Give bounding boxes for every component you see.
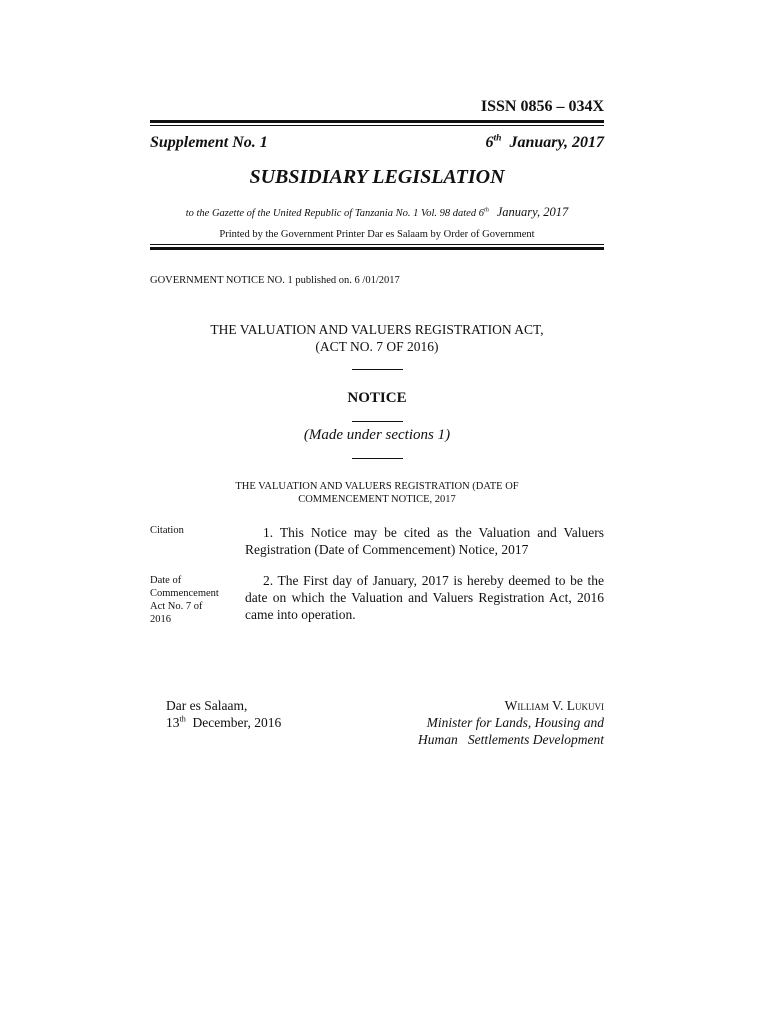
header-rule-top-thick (150, 120, 604, 123)
separator-rule (352, 421, 403, 422)
section-2-paragraph: 2. The First day of January, 2017 is hereby deemed to be the date on which the Valuation and Valuers Registration Act, 2016 came into operation. (245, 573, 604, 622)
signing-place: Dar es Salaam, (166, 698, 248, 713)
margin-note-commencement: Date of Commencement Act No. 7 of 2016 (150, 575, 219, 625)
issn-number: ISSN 0856 – 034X (480, 98, 604, 115)
printer-line: Printed by the Government Printer Dar es Salaam by Order of Government (219, 229, 535, 240)
publication-date: 6th January, 2017 (485, 132, 604, 151)
separator-rule (352, 369, 403, 370)
gazette-reference: to the Gazette of the United Republic of Tanzania No. 1 Vol. 98 dated 6th January, 2017 (185, 205, 569, 219)
signatory-title-line2: Human Settlements Development (418, 732, 604, 747)
header-rule-bottom-thick (150, 247, 604, 250)
place-and-date (166, 697, 281, 731)
notice-subtitle (150, 480, 604, 506)
signatory-title-line1: Minister for Lands, Housing and (426, 715, 604, 730)
signing-date: 13th December, 2016 (166, 714, 282, 730)
signature-block (418, 697, 604, 748)
signatory-name: William V. Lukuvi (504, 698, 604, 713)
separator-rule (352, 458, 403, 459)
act-title-line1: THE VALUATION AND VALUERS REGISTRATION ACT, (210, 322, 544, 337)
notice-subtitle-line1: THE VALUATION AND VALUERS REGISTRATION (DATE OF (235, 481, 519, 492)
act-title-line2: (ACT NO. 7 OF 2016) (315, 339, 439, 354)
header-rule-bottom-thin (150, 244, 604, 245)
notice-heading: NOTICE (347, 390, 407, 406)
government-notice-number: GOVERNMENT NOTICE NO. 1 published on. 6 /01/2017 (150, 275, 400, 286)
supplement-number: Supplement No. 1 (150, 134, 268, 151)
section-1-paragraph: 1. This Notice may be cited as the Valuation and Valuers Registration (Date of Commencement) Notice, 2017 (245, 525, 604, 557)
document-title: SUBSIDIARY LEGISLATION (249, 166, 505, 188)
notice-subtitle-line2: COMMENCEMENT NOTICE, 2017 (298, 494, 456, 505)
act-title (150, 321, 604, 355)
margin-note-citation: Citation (150, 525, 184, 536)
made-under-sections: (Made under sections 1) (303, 427, 451, 443)
header-rule-top-thin (150, 125, 604, 126)
